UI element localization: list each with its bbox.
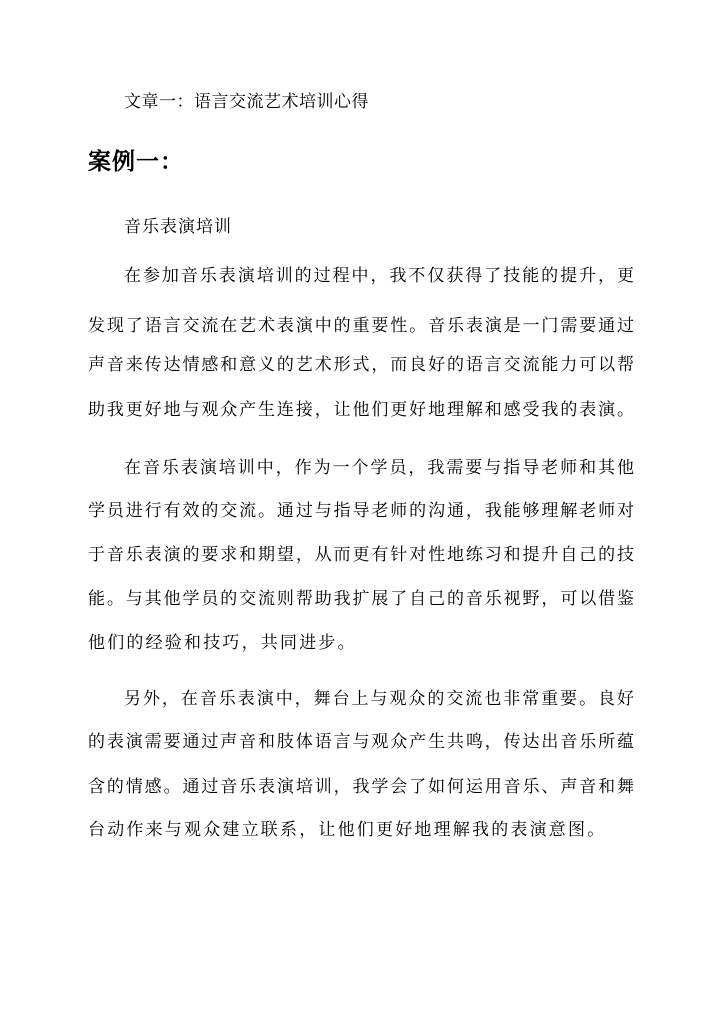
- paragraph-line: 台动作来与观众建立联系，让他们更好地理解我的表演意图。: [88, 820, 607, 840]
- paragraph-line: 于音乐表演的要求和期望，从而更有针对性地练习和提升自己的技: [88, 545, 634, 565]
- paragraph-line: 含的情感。通过音乐表演培训，我学会了如何运用音乐、声音和舞: [88, 777, 634, 797]
- case-heading: 案例一：: [88, 149, 184, 175]
- paragraph-line: 的表演需要通过声音和肢体语言与观众产生共鸣，传达出音乐所蕴: [88, 732, 634, 752]
- document-title: 文章一：语言交流艺术培训心得: [124, 92, 369, 112]
- paragraph-line: 发现了语言交流在艺术表演中的重要性。音乐表演是一门需要通过: [88, 316, 634, 336]
- paragraph-line: 他们的经验和技巧，共同进步。: [88, 633, 357, 653]
- paragraph-line: 声音来传达情感和意义的艺术形式，而良好的语言交流能力可以帮: [88, 355, 634, 375]
- paragraph-line: 在音乐表演培训中，作为一个学员，我需要与指导老师和其他: [124, 458, 634, 478]
- paragraph-line: 能。与其他学员的交流则帮助我扩展了自己的音乐视野，可以借鉴: [88, 589, 634, 609]
- paragraph-line: 学员进行有效的交流。通过与指导老师的沟通，我能够理解老师对: [88, 501, 634, 521]
- paragraph-line: 在参加音乐表演培训的过程中，我不仅获得了技能的提升，更: [124, 266, 634, 286]
- paragraph-line: 另外，在音乐表演中，舞台上与观众的交流也非常重要。良好: [124, 689, 634, 709]
- paragraph-line: 助我更好地与观众产生连接，让他们更好地理解和感受我的表演。: [88, 400, 634, 420]
- section-subheading: 音乐表演培训: [124, 217, 232, 237]
